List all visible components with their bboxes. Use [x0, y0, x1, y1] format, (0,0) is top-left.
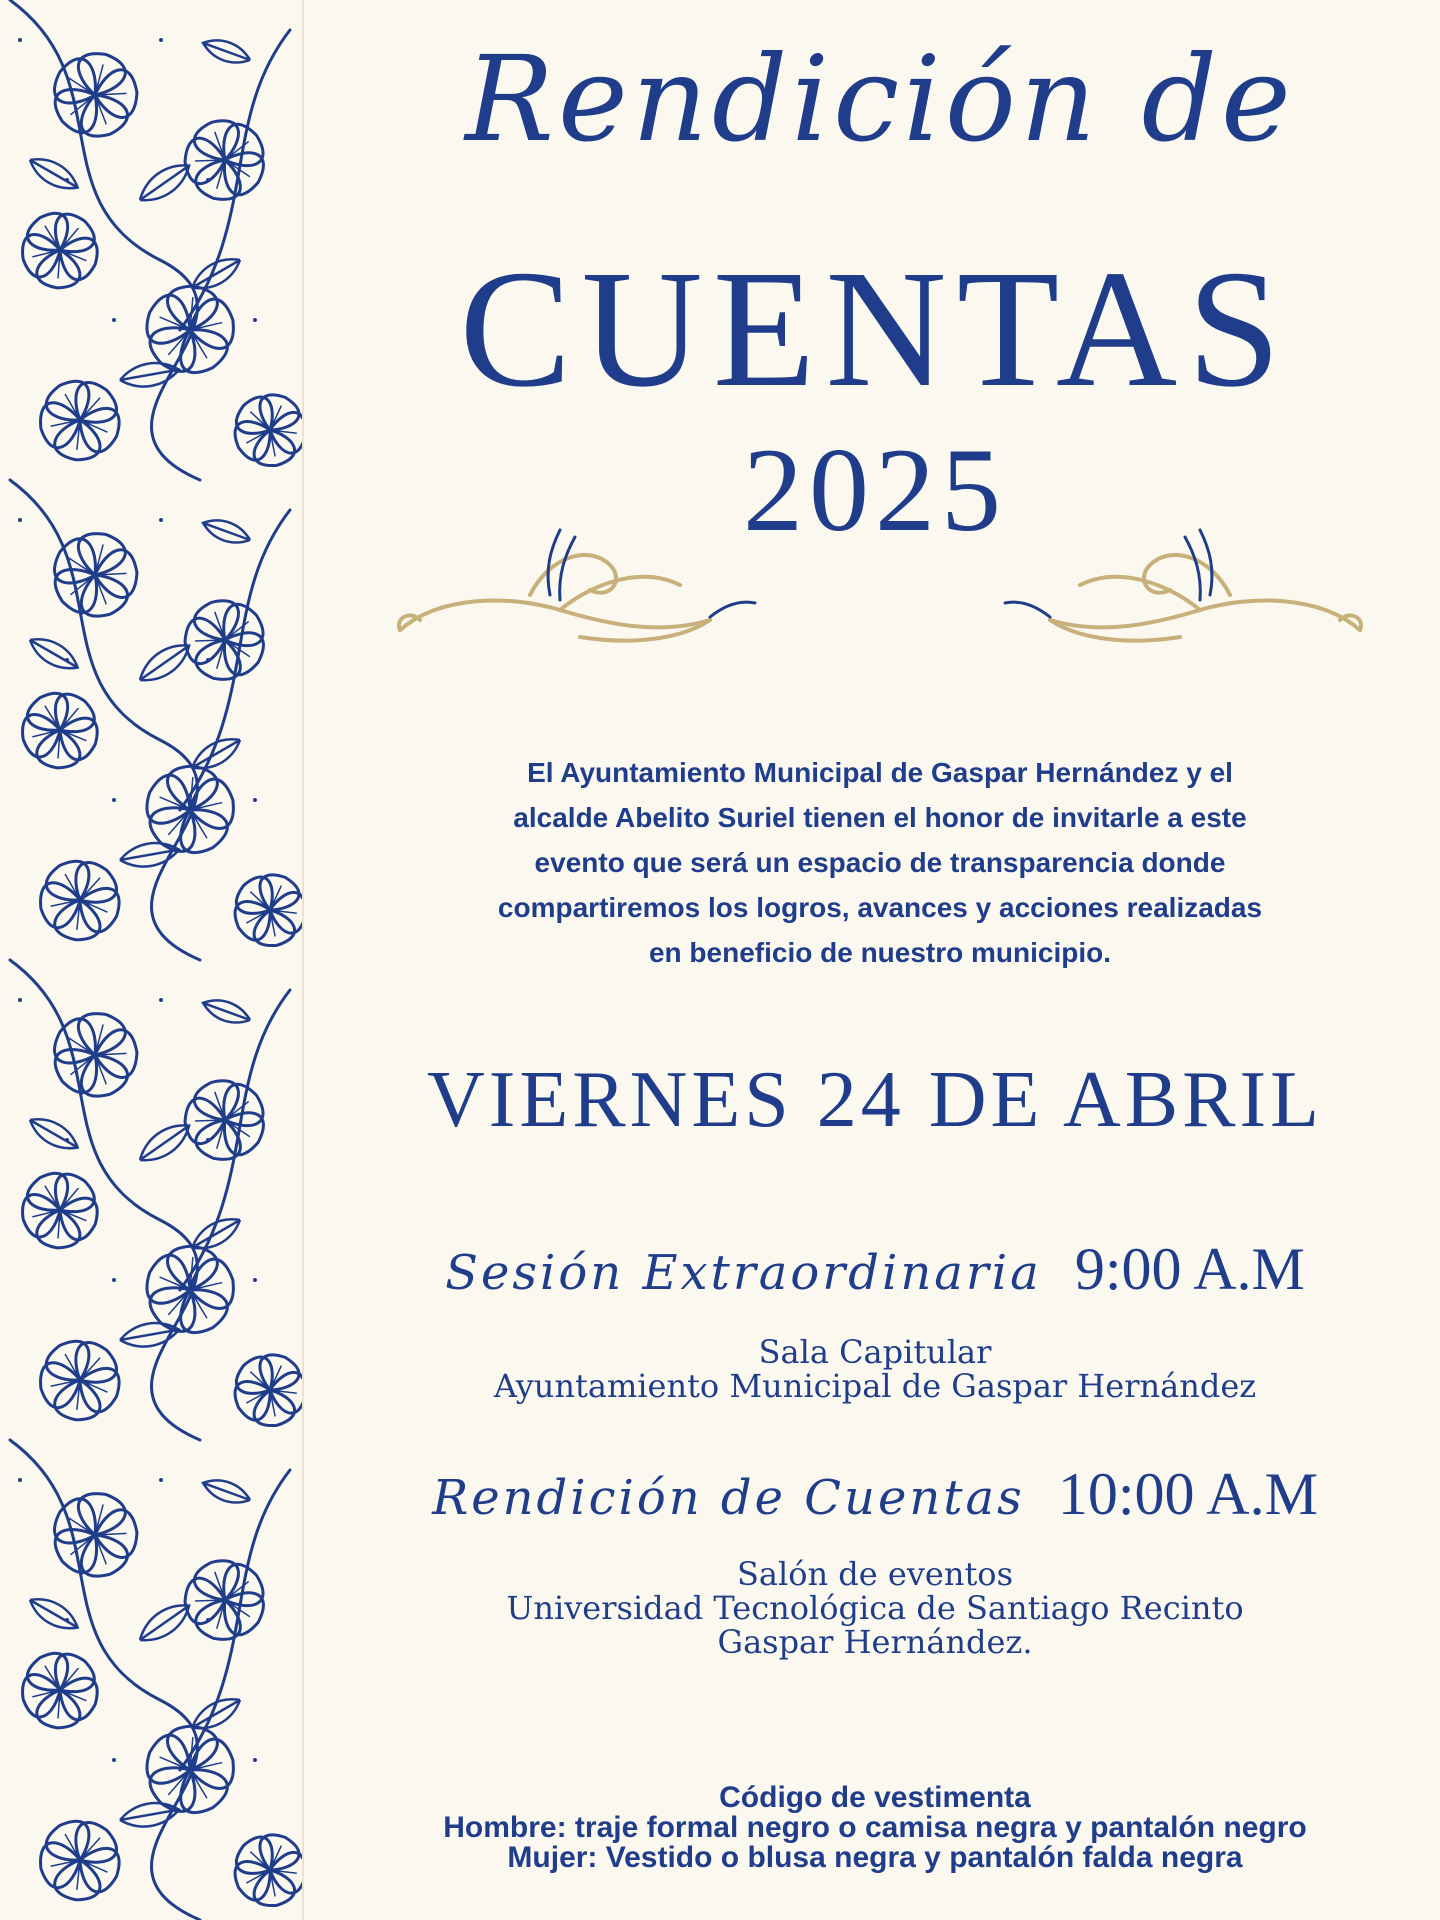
session-heading — [310, 1460, 1440, 1529]
dress-code — [310, 1783, 1440, 1873]
floral-pattern — [0, 0, 304, 1920]
session-time: 10:00 A.M — [1057, 1461, 1318, 1527]
event-date: VIERNES 24 DE ABRIL — [427, 1056, 1323, 1144]
title-year: 2025 — [743, 423, 1007, 556]
intro-line: compartiremos los logros, avances y acciones realizadas — [497, 892, 1263, 923]
venue-line: Universidad Tecnológica de Santiago Recinto — [506, 1589, 1244, 1627]
session-name: Rendición de Cuentas — [432, 1470, 1025, 1526]
intro-line: alcalde Abelito Suriel tienen el honor de invitarle a este — [513, 802, 1247, 833]
dress-code-women: Mujer: Vestido o blusa negra y pantalón falda negra — [507, 1841, 1243, 1874]
floral-pattern-icon — [0, 0, 302, 1920]
venue-line: Ayuntamiento Municipal de Gaspar Hernández — [493, 1367, 1257, 1405]
session-time: 9:00 A.M — [1074, 1236, 1305, 1302]
title-main: CUENTAS — [459, 236, 1291, 422]
title-script: Rendición de — [465, 30, 1295, 168]
dress-code-heading: Código de vestimenta — [719, 1781, 1031, 1814]
invitation-content — [310, 0, 1440, 1920]
dress-code-men: Hombre: traje formal negro o camisa negra y pantalón negro — [443, 1811, 1307, 1844]
intro-paragraph — [380, 750, 1380, 975]
session-name: Sesión Extraordinaria — [445, 1245, 1042, 1301]
gold-flourish-ornament-icon — [380, 525, 1380, 659]
venue-line: Salón de eventos — [737, 1555, 1013, 1593]
venue-line: Gaspar Hernández. — [717, 1623, 1033, 1661]
session-heading — [310, 1235, 1440, 1304]
session-venue — [310, 1557, 1440, 1659]
intro-line: en beneficio de nuestro municipio. — [648, 937, 1112, 968]
venue-line: Sala Capitular — [758, 1333, 992, 1371]
session-venue — [310, 1335, 1440, 1403]
intro-line: El Ayuntamiento Municipal de Gaspar Hernández y el — [527, 757, 1233, 788]
intro-line: evento que será un espacio de transparencia donde — [534, 847, 1226, 878]
